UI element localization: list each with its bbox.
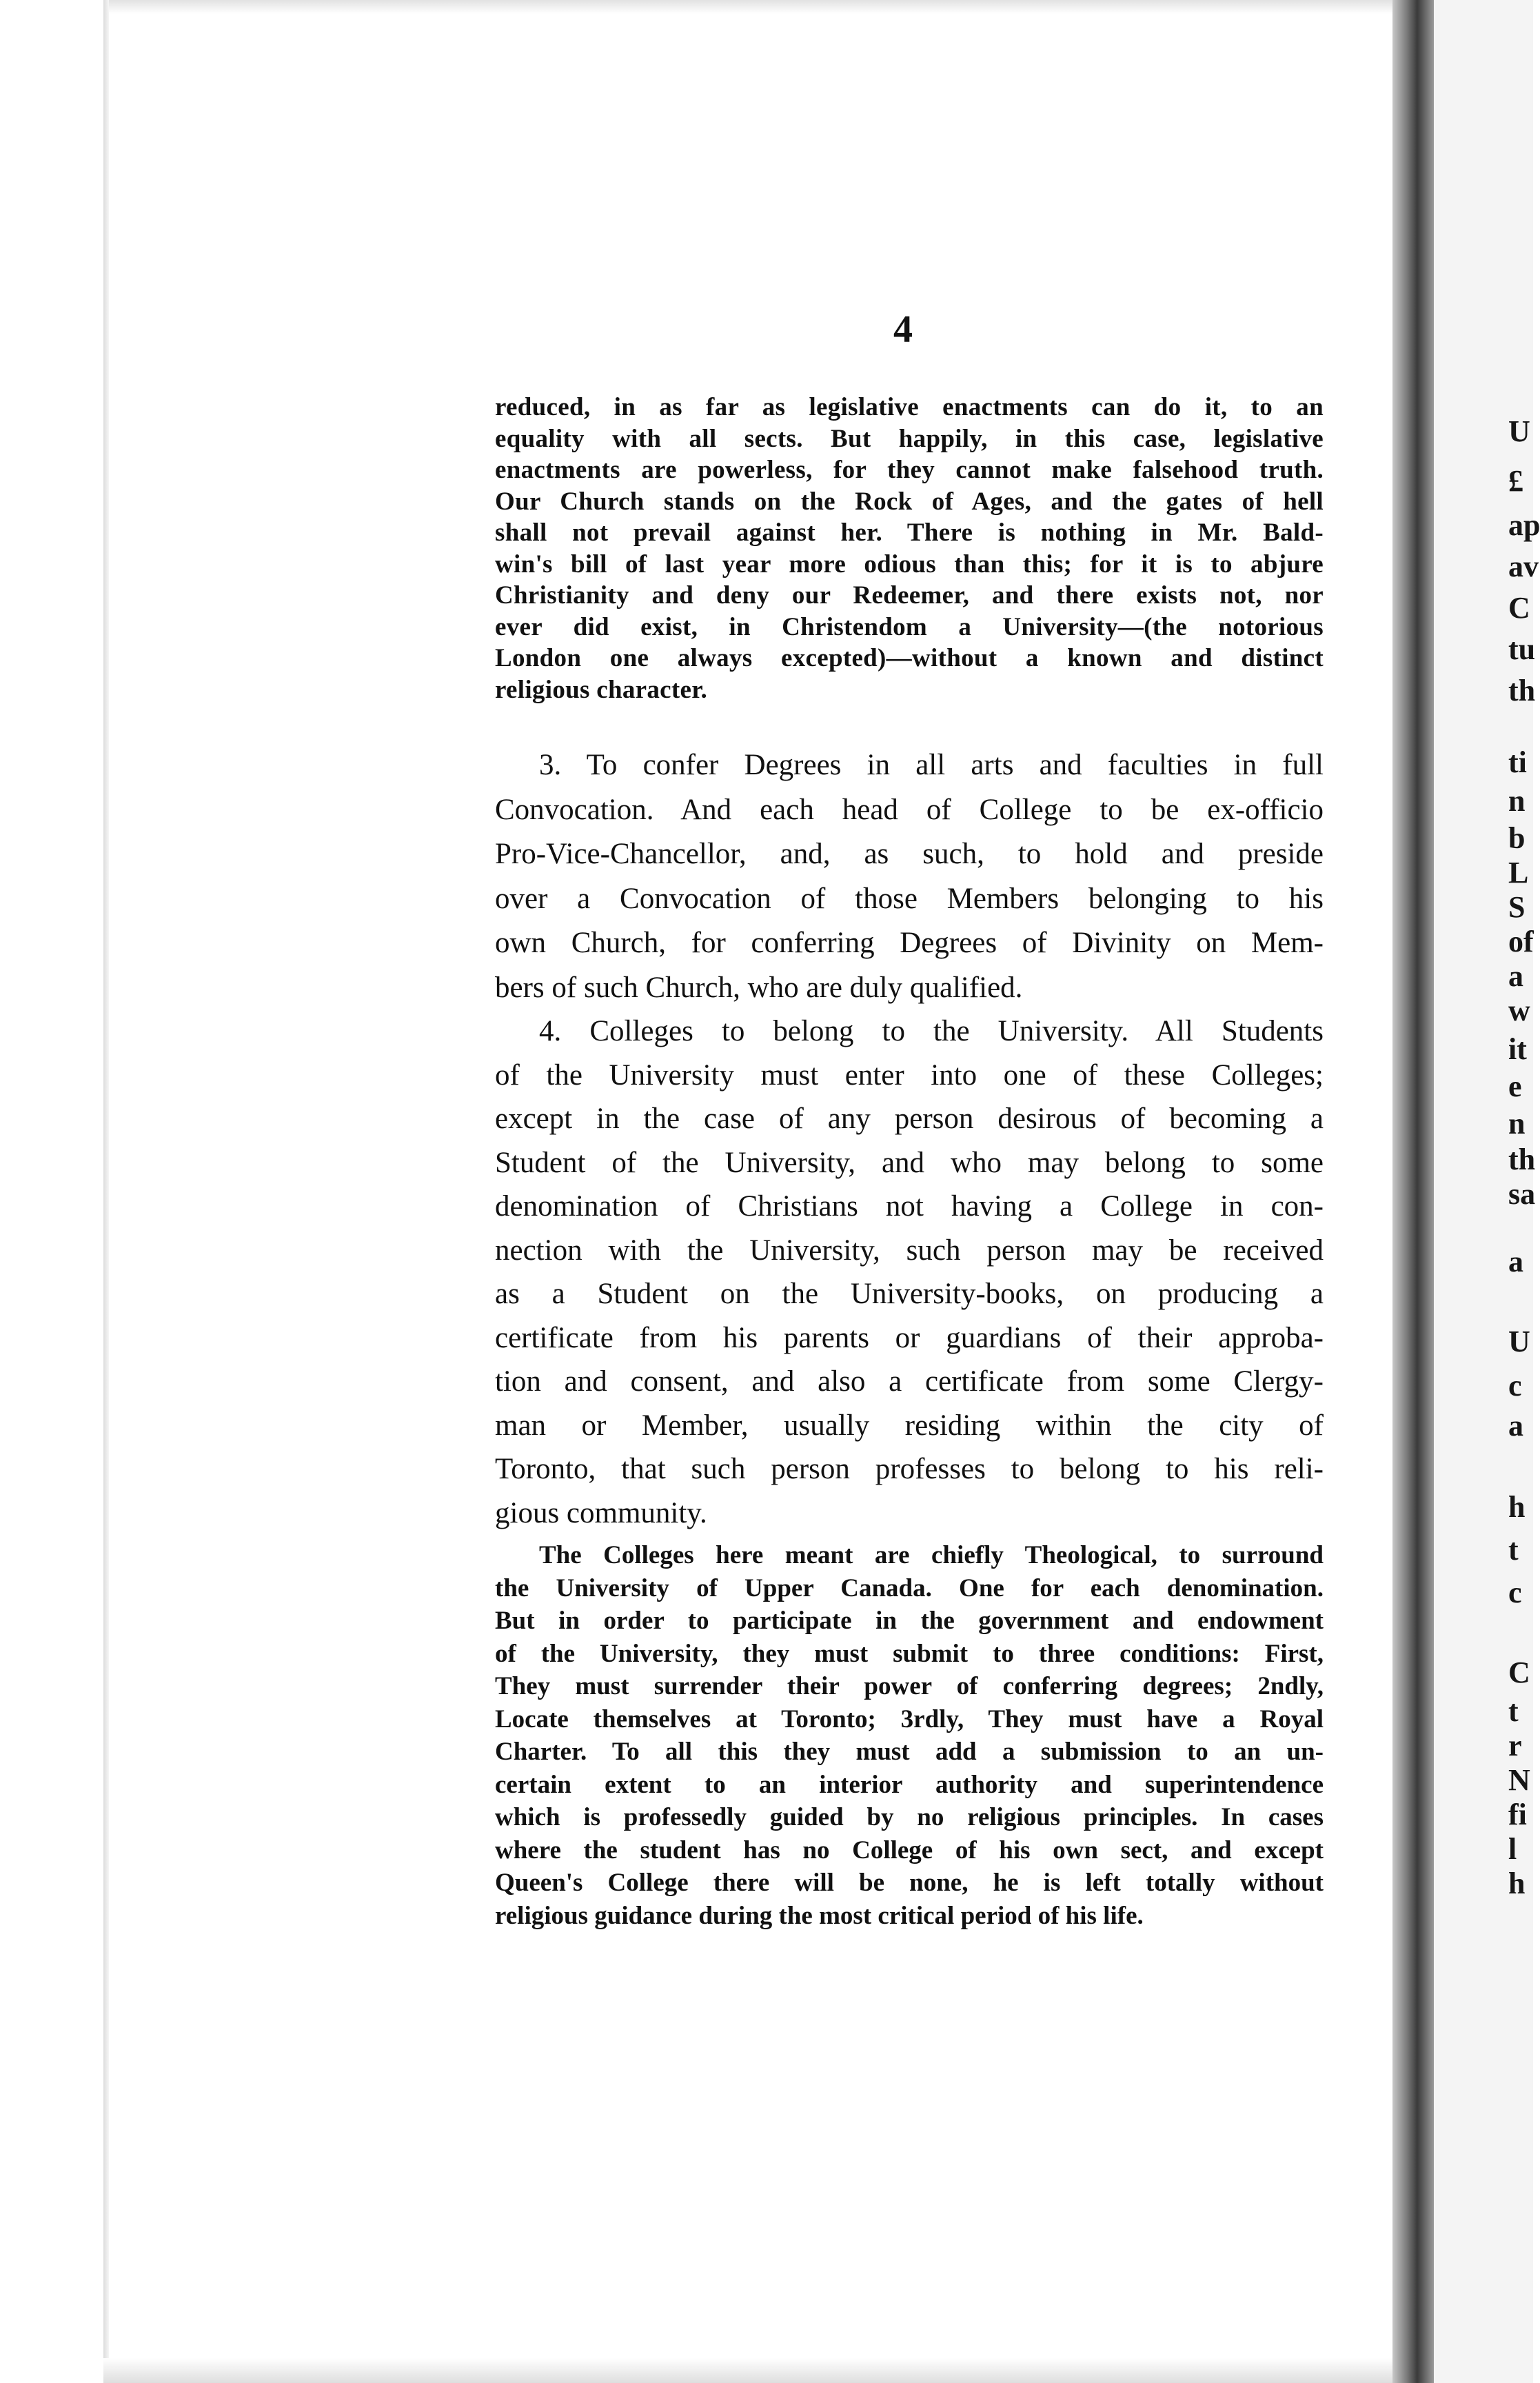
scan-background bbox=[0, 0, 41, 2383]
text-line: Queen's College there will be none, he is left totally without bbox=[495, 1869, 1324, 1897]
paragraph-item-4 bbox=[495, 1009, 1324, 1535]
text-line: nection with the University, such person may be received bbox=[495, 1234, 1324, 1267]
facing-fragment: th bbox=[1508, 1143, 1536, 1176]
text-line: Charter. To all this they must add a submission to an un- bbox=[495, 1738, 1324, 1766]
text-line: London one always excepted)—without a known and distinct bbox=[495, 644, 1324, 672]
facing-fragment: n bbox=[1508, 1107, 1526, 1140]
text-line: 4. Colleges to belong to the University. All Students bbox=[539, 1015, 1324, 1047]
text-line: Christianity and deny our Redeemer, and there exists not, nor bbox=[495, 581, 1324, 610]
facing-fragment: b bbox=[1508, 821, 1526, 855]
text-line: gious community. bbox=[495, 1496, 707, 1529]
facing-fragment: a bbox=[1508, 1245, 1523, 1278]
text-line: which is professedly guided by no religious principles. In cases bbox=[495, 1803, 1324, 1831]
text-line: the University of Upper Canada. One for each denomination. bbox=[495, 1573, 1324, 1602]
facing-fragment: a bbox=[1508, 1409, 1523, 1442]
text-line: win's bill of last year more odious than this; for it is to abjure bbox=[495, 550, 1324, 579]
page-top-edge bbox=[103, 0, 1392, 14]
text-line: own Church, for conferring Degrees of Divinity on Mem- bbox=[495, 927, 1324, 959]
text-line: bers of such Church, who are duly qualified. bbox=[495, 971, 1023, 1004]
text-line: over a Convocation of those Members belonging to his bbox=[495, 882, 1324, 915]
facing-page-edge bbox=[1434, 0, 1540, 2383]
text-line: tion and consent, and also a certificate from some Clergy- bbox=[495, 1365, 1324, 1398]
text-line: Convocation. And each head of College to be ex-officio bbox=[495, 793, 1324, 826]
facing-fragment: e bbox=[1508, 1069, 1522, 1103]
text-line: shall not prevail against her. There is nothing in Mr. Bald- bbox=[495, 519, 1324, 547]
facing-fragment: tu bbox=[1508, 632, 1536, 666]
text-line: Locate themselves at Toronto; 3rdly, They must have a Royal bbox=[495, 1705, 1324, 1733]
facing-fragment: it bbox=[1508, 1032, 1527, 1066]
facing-fragment: sa bbox=[1508, 1177, 1536, 1211]
text-line: reduced, in as far as legislative enactments can do it, to an bbox=[495, 393, 1324, 421]
facing-fragment: t bbox=[1508, 1533, 1519, 1567]
facing-fragment: S bbox=[1508, 890, 1526, 924]
text-line: of the University, they must submit to three conditions: First, bbox=[495, 1639, 1324, 1668]
facing-fragment: U bbox=[1508, 414, 1530, 448]
text-line: But in order to participate in the government and endowment bbox=[495, 1607, 1324, 1635]
text-line: The Colleges here meant are chiefly Theological, to surround bbox=[539, 1541, 1324, 1569]
text-line: of the University must enter into one of these Colleges; bbox=[495, 1058, 1324, 1092]
book-gutter bbox=[1392, 0, 1434, 2383]
paragraph-continuation bbox=[495, 392, 1324, 705]
text-line: enactments are powerless, for they cannot make falsehood truth. bbox=[495, 456, 1324, 484]
facing-fragment: h bbox=[1508, 1867, 1526, 1900]
paragraph-item-3 bbox=[495, 743, 1324, 1010]
facing-fragment: n bbox=[1508, 784, 1526, 818]
facing-fragment: c bbox=[1508, 1576, 1522, 1609]
page-number: 4 bbox=[893, 308, 913, 351]
facing-fragment: r bbox=[1508, 1729, 1522, 1762]
facing-fragment: ap bbox=[1508, 508, 1540, 542]
facing-fragment: h bbox=[1508, 1490, 1526, 1524]
text-line: religious guidance during the most critical period of his life. bbox=[495, 1901, 1144, 1930]
facing-fragment: fi bbox=[1508, 1798, 1527, 1831]
text-line: as a Student on the University-books, on producing a bbox=[495, 1278, 1324, 1310]
facing-fragment: a bbox=[1508, 959, 1523, 993]
text-line: Toronto, that such person professes to belong to his reli- bbox=[495, 1453, 1324, 1485]
facing-fragment: t bbox=[1508, 1694, 1519, 1728]
facing-fragment: C bbox=[1508, 591, 1530, 625]
page-bottom-edge bbox=[103, 2358, 1392, 2383]
text-line: Pro-Vice-Chancellor, and, as such, to hold and preside bbox=[495, 838, 1324, 870]
facing-fragment: U bbox=[1508, 1325, 1530, 1358]
facing-fragment: of bbox=[1508, 925, 1534, 958]
text-line: where the student has no College of his own sect, and except bbox=[495, 1836, 1324, 1864]
facing-fragment: C bbox=[1508, 1656, 1530, 1689]
facing-fragment: av bbox=[1508, 550, 1539, 583]
text-line: certificate from his parents or guardians of their approba- bbox=[495, 1321, 1324, 1354]
text-line: Our Church stands on the Rock of Ages, and the gates of hell bbox=[495, 487, 1324, 516]
paragraph-commentary bbox=[495, 1539, 1324, 1932]
text-line: except in the case of any person desirous of becoming a bbox=[495, 1103, 1324, 1135]
facing-fragment: c bbox=[1508, 1369, 1522, 1402]
text-line: certain extent to an interior authority and superintendence bbox=[495, 1770, 1324, 1799]
facing-fragment: £ bbox=[1508, 464, 1523, 498]
text-line: Student of the University, and who may belong to some bbox=[495, 1146, 1324, 1179]
facing-fragment: w bbox=[1508, 994, 1530, 1027]
text-line: religious character. bbox=[495, 675, 708, 704]
text-line: They must surrender their power of conferring degrees; 2ndly, bbox=[495, 1672, 1324, 1700]
facing-fragment: th bbox=[1508, 674, 1536, 707]
text-line: denomination of Christians not having a College in con- bbox=[495, 1190, 1324, 1223]
text-line: ever did exist, in Christendom a University—(the notorious bbox=[495, 612, 1324, 641]
facing-fragment: l bbox=[1508, 1832, 1517, 1866]
facing-fragment: L bbox=[1508, 856, 1529, 889]
facing-fragment: ti bbox=[1508, 745, 1527, 779]
text-line: 3. To confer Degrees in all arts and faculties in full bbox=[539, 749, 1324, 781]
text-line: equality with all sects. But happily, in this case, legislative bbox=[495, 424, 1324, 453]
page-left-edge bbox=[103, 0, 109, 2383]
facing-fragment: N bbox=[1508, 1763, 1530, 1797]
text-line: man or Member, usually residing within the city of bbox=[495, 1409, 1324, 1442]
